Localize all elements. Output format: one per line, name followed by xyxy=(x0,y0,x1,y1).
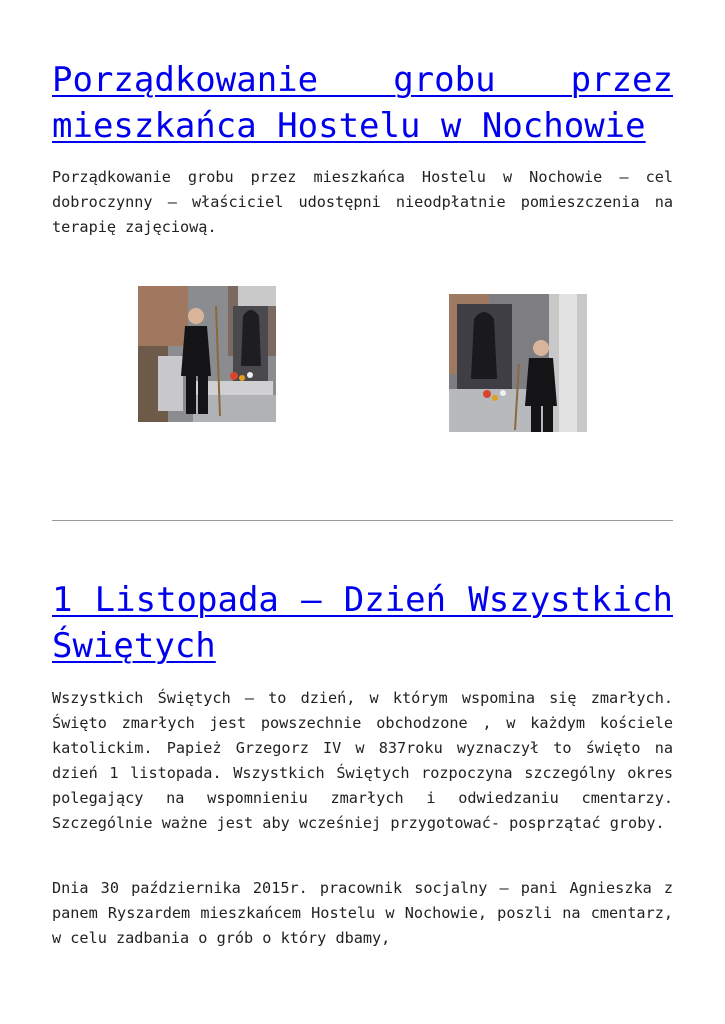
post-title-link[interactable]: 1 Listopada – Dzień Wszystkich Świętych xyxy=(52,580,673,666)
post-title xyxy=(52,577,673,669)
post-excerpt: Porządkowanie grobu przez mieszkańca Hostelu w Nochowie – cel dobroczynny – właściciel udostępni nieodpłatnie pomieszczenia na terapię zajęciową. xyxy=(52,168,673,236)
grave-cleaning-photo xyxy=(449,294,587,432)
post-title-link[interactable]: Porządkowanie grobu przez mieszkańca Hostelu w Nochowie xyxy=(52,60,673,146)
post-paragraph: Dnia 30 października 2015r. pracownik socjalny – pani Agnieszka z panem Ryszardem mieszkańcem Hostelu w Nochowie, poszli na cmentarz, w celu zadbania o grób o który dbamy, xyxy=(52,879,673,947)
post-title xyxy=(52,57,673,149)
post-divider xyxy=(52,520,673,521)
post-paragraph: Wszystkich Świętych – to dzień, w którym wspomina się zmarłych. Święto zmarłych jest powszechnie obchodzone , w każdym kościele katolickim. Papież Grzegorz IV w 837roku wyznaczył to święto na dzień 1 listopada. Wszystkich Świętych rozpoczyna szczególny okres polegający na wspomnieniu zmarłych i odwiedzaniu cmentarzy. Szczególnie ważne jest aby wcześniej przygotować- posprzątać groby. xyxy=(52,689,673,832)
grave-cleaning-photo xyxy=(138,286,276,422)
